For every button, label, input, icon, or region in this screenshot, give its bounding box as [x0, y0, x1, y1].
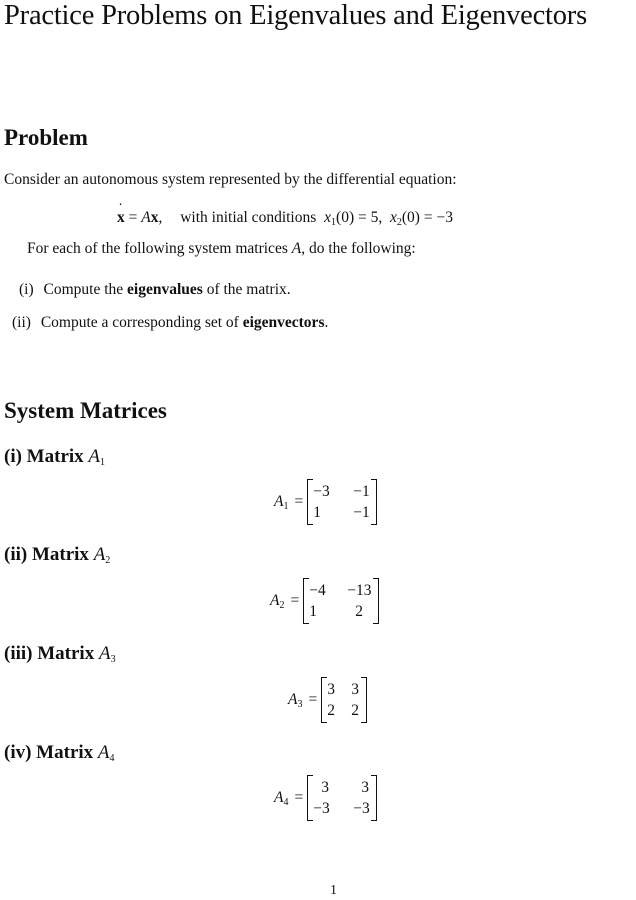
matrix-cell: 3 — [321, 778, 329, 796]
matrix-heading: (iii) Matrix $A_3$ — [4, 643, 116, 665]
eq-lhs-xdot: ˙ x — [117, 209, 125, 226]
matrix-cell: −3 — [313, 482, 330, 500]
matrix-a2: $A_2$ = −4 −13 1 2 — [270, 578, 379, 624]
matrix-cell: −13 — [347, 581, 372, 599]
problem-intro: Consider an autonomous system represented by the differential equation: — [4, 171, 457, 188]
matrix-heading: (i) Matrix $A_1$ — [4, 446, 106, 468]
matrix-cell: 2 — [327, 701, 335, 719]
eq-rhs-x: x — [150, 209, 159, 226]
task-item: (i) Compute the eigenvalues of the matrix. — [19, 281, 291, 298]
matrix-cell: 2 — [355, 602, 363, 620]
matrix-cell: −4 — [309, 581, 326, 599]
eq-x2-init: −3 — [436, 209, 453, 226]
matrix-cell: 1 — [309, 602, 317, 620]
matrix-a3: $A_3$ = 3 3 2 2 — [288, 677, 367, 723]
task-marker: (ii) — [12, 314, 31, 331]
eq-with-text: with initial conditions — [180, 209, 317, 226]
page-title: Practice Problems on Eigenvalues and Eigenvectors — [4, 0, 587, 31]
differential-equation: ˙ x = Ax, with initial conditions $x_1(0) = 5$, $x_2(0) = -3$ — [117, 209, 453, 228]
matrix-cell: −3 — [313, 799, 330, 817]
problem-heading: Problem — [4, 125, 88, 150]
task-item: (ii) Compute a corresponding set of eigenvectors. — [12, 314, 329, 331]
task-marker: (i) — [19, 281, 34, 298]
matrix-cell: 3 — [361, 778, 369, 796]
for-each-instruction: For each of the following system matrices A, do the following: — [27, 240, 416, 257]
matrix-cell: −1 — [353, 503, 370, 521]
matrix-heading: (iv) Matrix $A_4$ — [4, 742, 115, 764]
matrix-cell: 1 — [313, 503, 321, 521]
matrix-cell: 3 — [327, 680, 335, 698]
matrix-cell: −1 — [353, 482, 370, 500]
matrix-a4: $A_4$ = 3 3 −3 −3 — [274, 775, 377, 821]
eq-x1-init: 5 — [370, 209, 379, 226]
matrix-cell: −3 — [353, 799, 370, 817]
matrix-heading: (ii) Matrix $A_2$ — [4, 544, 111, 566]
system-matrices-heading: System Matrices — [4, 398, 167, 423]
matrix-a1: $A_1$ = −3 −1 1 −1 — [274, 479, 377, 525]
eq-rhs-A: A — [141, 209, 151, 226]
page-number: 1 — [330, 883, 337, 898]
matrix-cell: 2 — [351, 701, 359, 719]
matrix-cell: 3 — [351, 680, 359, 698]
